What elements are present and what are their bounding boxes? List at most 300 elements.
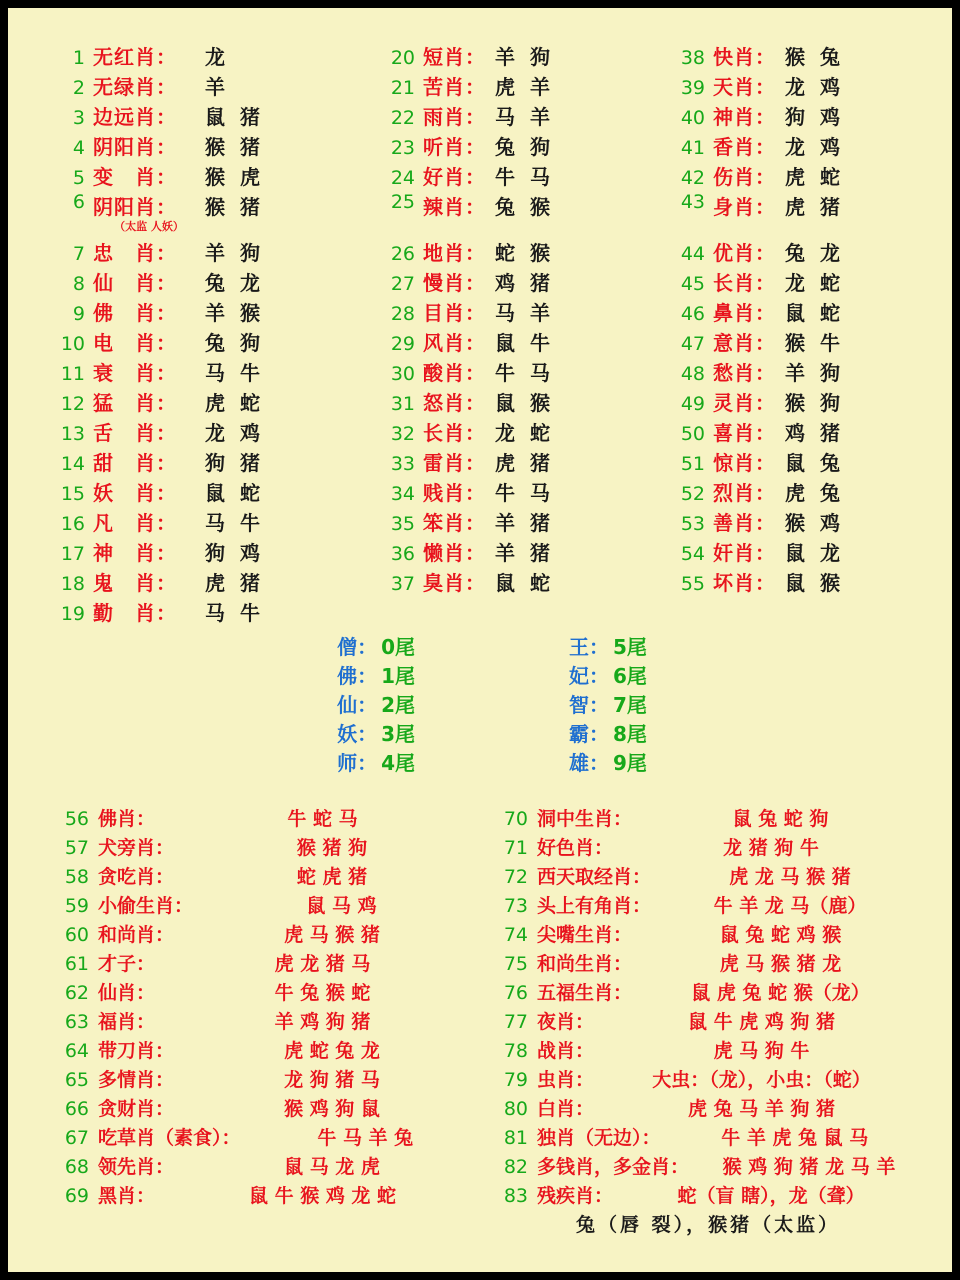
row-number: 22: [390, 107, 415, 129]
row-values: 龙: [205, 45, 229, 69]
tail-key: 王：: [569, 635, 609, 659]
row-label: 风肖：: [423, 331, 486, 355]
list-item: [51, 891, 490, 920]
list-item: [490, 978, 929, 1007]
list-item: [51, 804, 490, 833]
row-label: 带刀肖：: [98, 1040, 175, 1062]
row-values: 牛 羊 龙 马（鹿）: [713, 895, 867, 917]
tail-value: 5尾: [613, 635, 647, 659]
row-label: 和尚生肖：: [537, 953, 633, 975]
row-number: 48: [680, 363, 705, 385]
row-values: 羊 狗: [785, 361, 844, 385]
row-label: 长肖：: [423, 421, 486, 445]
row-values: 鼠 蛇: [205, 481, 264, 505]
row-number: 18: [60, 573, 85, 595]
row-number: 67: [64, 1127, 89, 1149]
row-values: 虎 蛇 兔 龙: [284, 1040, 380, 1062]
row-number: 20: [390, 47, 415, 69]
row-label: 雷肖：: [423, 451, 486, 475]
row-number: 52: [680, 483, 705, 505]
row-label: 臭肖：: [423, 571, 486, 595]
tail-key: 雄：: [569, 751, 609, 775]
row-values: 虎 马 猴 猪: [284, 924, 380, 946]
row-label: 阴阳肖：: [93, 195, 177, 219]
row-number: 51: [680, 453, 705, 475]
row-label: 猛 肖：: [93, 391, 177, 415]
row-number: 36: [390, 543, 415, 565]
tail-key: 佛：: [337, 664, 378, 688]
row-values: 兔 龙: [205, 271, 264, 295]
list-item: [51, 1007, 490, 1036]
list-item: [51, 978, 490, 1007]
category-row: [381, 267, 671, 297]
row-values: 羊 猪: [495, 541, 554, 565]
row-number: 3: [72, 107, 85, 129]
row-label: 贪财肖：: [98, 1098, 175, 1120]
row-values: 蛇 虎 猪: [296, 866, 368, 888]
row-number: 59: [64, 895, 89, 917]
row-number: 15: [60, 483, 85, 505]
list-item: [51, 1181, 490, 1210]
row-number: 1: [72, 47, 85, 69]
row-values: 鼠 猴: [495, 391, 554, 415]
category-row: [671, 101, 952, 131]
row-label: 辣肖：: [423, 195, 486, 219]
tail-value: 0尾: [381, 635, 415, 659]
row-label-group: [93, 191, 205, 234]
row-values: 鼠 蛇: [495, 571, 554, 595]
row-values: 虎 猪: [205, 571, 264, 595]
row-number: 10: [60, 333, 85, 355]
row-number: 23: [390, 137, 415, 159]
list-item: [51, 1094, 490, 1123]
row-values: 猴 鸡 狗 猪 龙 马 羊: [722, 1156, 896, 1178]
row-values: 牛 马: [495, 165, 554, 189]
list-item: [490, 862, 929, 891]
row-values: 狗 鸡: [785, 105, 844, 129]
category-row: [51, 477, 381, 507]
tail-value: 4尾: [381, 751, 415, 775]
tail-row: [313, 718, 415, 747]
list-item: [490, 891, 929, 920]
row-label: 伤肖：: [713, 165, 776, 189]
tail-row: [313, 747, 415, 776]
row-values: 马 牛: [205, 511, 264, 535]
row-number: 25: [390, 191, 415, 213]
row-number: 39: [680, 77, 705, 99]
row-label-note: （太监 人妖）: [114, 220, 184, 233]
row-number: 77: [503, 1011, 528, 1033]
row-number: 71: [503, 837, 528, 859]
category-row: [381, 387, 671, 417]
category-row: [671, 191, 952, 237]
row-label: 福肖：: [98, 1011, 156, 1033]
row-number: 55: [680, 573, 705, 595]
row-label: 苦肖：: [423, 75, 486, 99]
category-row: [671, 131, 952, 161]
row-number: 9: [72, 303, 85, 325]
category-row: [51, 237, 381, 267]
row-label: 勤 肖：: [93, 601, 177, 625]
row-label: 虫肖：: [537, 1069, 595, 1091]
row-number: 83: [503, 1185, 528, 1207]
row-number: 28: [390, 303, 415, 325]
row-number: 44: [680, 243, 705, 265]
list-item: [490, 920, 929, 949]
row-values: 马 羊: [495, 301, 554, 325]
extended-category-list: [11, 804, 949, 1239]
category-row: [671, 237, 952, 267]
list-item: [490, 1007, 929, 1036]
row-number: 24: [390, 167, 415, 189]
row-values: 鼠 兔: [785, 451, 844, 475]
row-values: 虎 猪: [495, 451, 554, 475]
row-values: 猴 虎: [205, 165, 264, 189]
category-row: [381, 41, 671, 71]
row-number: 12: [60, 393, 85, 415]
row-label: 坏肖：: [713, 571, 776, 595]
row-label: 意肖：: [713, 331, 776, 355]
row-values: 马 牛: [205, 361, 264, 385]
row-number: 80: [503, 1098, 528, 1120]
row-label: 白肖：: [537, 1098, 595, 1120]
row-values: 狗 猪: [205, 451, 264, 475]
row-values: 鼠 虎 兔 蛇 猴（龙）: [691, 982, 870, 1004]
row-label: 酸肖：: [423, 361, 486, 385]
row-number: 32: [390, 423, 415, 445]
tail-row: [313, 631, 415, 660]
row-label: 雨肖：: [423, 105, 486, 129]
row-label: 战肖：: [537, 1040, 595, 1062]
row-number: 11: [60, 363, 85, 385]
list-item: [51, 833, 490, 862]
poster-sheet: [8, 8, 952, 1272]
row-number: 68: [64, 1156, 89, 1178]
row-label: 领先肖：: [98, 1156, 175, 1178]
row-values: 鼠 龙: [785, 541, 844, 565]
row-label: 西天取经肖：: [537, 866, 652, 888]
row-label: 犬旁肖：: [98, 837, 175, 859]
category-row: [381, 71, 671, 101]
category-row: [51, 41, 381, 71]
category-row: [381, 237, 671, 267]
extended-column-left: [51, 804, 490, 1239]
row-number: 60: [64, 924, 89, 946]
row-label: 夜肖：: [537, 1011, 595, 1033]
list-item: [51, 949, 490, 978]
row-values: 蛇（盲 瞎），龙（聋）: [677, 1185, 865, 1207]
category-row: [51, 131, 381, 161]
category-row: [671, 297, 952, 327]
row-values: 猴 狗: [785, 391, 844, 415]
zodiac-category-grid: [11, 41, 949, 627]
row-label: 甜 肖：: [93, 451, 177, 475]
tail-key: 仙：: [337, 693, 378, 717]
row-label: 懒肖：: [423, 541, 486, 565]
category-row: [51, 357, 381, 387]
row-number: 79: [503, 1069, 528, 1091]
row-values: 龙 鸡: [205, 421, 264, 445]
row-label: 喜肖：: [713, 421, 776, 445]
category-row: [51, 567, 381, 597]
row-label: 残疾肖：: [537, 1185, 614, 1207]
row-values: 虎 兔: [785, 481, 844, 505]
tail-value: 1尾: [381, 664, 415, 688]
row-label: 才子：: [98, 953, 156, 975]
row-number: 74: [503, 924, 528, 946]
row-label: 愁肖：: [713, 361, 776, 385]
row-label: 优肖：: [713, 241, 776, 265]
row-label: 变 肖：: [93, 165, 177, 189]
row-number: 17: [60, 543, 85, 565]
list-item: [51, 1065, 490, 1094]
row-label: 妖 肖：: [93, 481, 177, 505]
category-row: [381, 417, 671, 447]
row-values: 牛 马 羊 兔: [317, 1127, 414, 1149]
category-row: [51, 297, 381, 327]
row-values: 鼠 马 龙 虎: [284, 1156, 380, 1178]
row-number: 14: [60, 453, 85, 475]
category-row: [51, 327, 381, 357]
row-values: 鼠 兔 蛇 狗: [732, 808, 829, 830]
row-label: 吃草肖（素食）：: [98, 1127, 241, 1149]
row-number: 4: [72, 137, 85, 159]
row-label: 凡 肖：: [93, 511, 177, 535]
tail-column-left: [313, 631, 415, 776]
row-label: 鬼 肖：: [93, 571, 177, 595]
tail-value: 9尾: [613, 751, 647, 775]
category-row: [671, 417, 952, 447]
list-item: [490, 1123, 929, 1152]
row-values: 鼠 猴: [785, 571, 844, 595]
row-number: 63: [64, 1011, 89, 1033]
list-item: [51, 862, 490, 891]
row-values: 虎 猪: [785, 195, 844, 219]
row-number: 56: [64, 808, 89, 830]
row-number: 5: [72, 167, 85, 189]
tail-mapping-section: [11, 631, 949, 776]
tail-value: 7尾: [613, 693, 647, 717]
category-row: [51, 71, 381, 101]
list-item: [490, 1065, 929, 1094]
row-values: 羊 狗: [495, 45, 554, 69]
row-label: 奸肖：: [713, 541, 776, 565]
row-values: 猴 牛: [785, 331, 844, 355]
row-label: 佛 肖：: [93, 301, 177, 325]
row-label: 五福生肖：: [537, 982, 633, 1004]
row-label: 阴阳肖：: [93, 135, 177, 159]
row-label: 尖嘴生肖：: [537, 924, 633, 946]
row-label: 地肖：: [423, 241, 486, 265]
row-label: 贱肖：: [423, 481, 486, 505]
row-values: 牛 羊 虎 兔 鼠 马: [721, 1127, 869, 1149]
row-values: 猴 猪: [205, 195, 264, 219]
row-number: 49: [680, 393, 705, 415]
category-row: [671, 357, 952, 387]
row-values: 虎 蛇: [205, 391, 264, 415]
list-item: [490, 1036, 929, 1065]
row-values: 羊 猪: [495, 511, 554, 535]
tail-value: 8尾: [613, 722, 647, 746]
list-item: [490, 949, 929, 978]
row-values: 猴 猪 狗: [296, 837, 368, 859]
row-values: 龙 猪 狗 牛: [723, 837, 819, 859]
category-row: [381, 477, 671, 507]
category-row: [671, 537, 952, 567]
row-label: 洞中生肖：: [537, 808, 633, 830]
row-label: 长肖：: [713, 271, 776, 295]
tail-row: [545, 747, 647, 776]
row-number: 13: [60, 423, 85, 445]
row-number: 53: [680, 513, 705, 535]
row-label: 身肖：: [713, 195, 776, 219]
tail-key: 师：: [337, 751, 378, 775]
row-label: 忠 肖：: [93, 241, 177, 265]
row-values: 鼠 牛 猴 鸡 龙 蛇: [248, 1185, 397, 1207]
row-values: 龙 蛇: [785, 271, 844, 295]
category-row: [51, 597, 381, 627]
row-values: 虎 马 狗 牛: [713, 1040, 810, 1062]
row-label: 黑肖：: [98, 1185, 156, 1207]
row-label: 香肖：: [713, 135, 776, 159]
row-values: 猴 鸡: [785, 511, 844, 535]
tail-row: [545, 660, 647, 689]
row-values: 鼠 牛 虎 鸡 狗 猪: [687, 1011, 836, 1033]
row-label: 目肖：: [423, 301, 486, 325]
row-number: 72: [503, 866, 528, 888]
row-number: 35: [390, 513, 415, 535]
row-number: 38: [680, 47, 705, 69]
row-values: 马 羊: [495, 105, 554, 129]
category-row: [51, 267, 381, 297]
category-row: [671, 477, 952, 507]
row-label: 衰 肖：: [93, 361, 177, 385]
category-row: [381, 101, 671, 131]
row-number: 41: [680, 137, 705, 159]
row-number: 7: [72, 243, 85, 265]
category-column-3: [671, 41, 952, 627]
category-row: [381, 507, 671, 537]
row-number: 34: [390, 483, 415, 505]
list-item: [51, 1036, 490, 1065]
row-label: 听肖：: [423, 135, 486, 159]
list-item: [51, 1152, 490, 1181]
row-label: 仙肖：: [98, 982, 156, 1004]
category-row: [381, 567, 671, 597]
row-number: 27: [390, 273, 415, 295]
row-values: 龙 蛇: [495, 421, 554, 445]
category-row: [51, 537, 381, 567]
row-values: 大虫：（龙），小虫：（蛇）: [652, 1069, 871, 1091]
row-label: 仙 肖：: [93, 271, 177, 295]
row-label: 和尚肖：: [98, 924, 175, 946]
row-number: 54: [680, 543, 705, 565]
row-number: 6: [72, 191, 85, 213]
category-row: [51, 507, 381, 537]
row-number: 61: [64, 953, 89, 975]
row-values: 鼠 兔 蛇 鸡 猴: [719, 924, 842, 946]
list-item: [490, 1152, 929, 1181]
row-label: 好色肖：: [537, 837, 614, 859]
list-item: [490, 833, 929, 862]
row-label: 烈肖：: [713, 481, 776, 505]
category-row: [671, 327, 952, 357]
row-label: 无红肖：: [93, 45, 177, 69]
tail-value: 2尾: [381, 693, 415, 717]
row-values: 羊 猴: [205, 301, 264, 325]
row-values: 虎 蛇: [785, 165, 844, 189]
row-values: 牛 马: [495, 481, 554, 505]
category-row: [381, 297, 671, 327]
row-number: 8: [72, 273, 85, 295]
row-label: 鼻肖：: [713, 301, 776, 325]
row-values: 羊 狗: [205, 241, 264, 265]
row-number: 47: [680, 333, 705, 355]
tail-key: 妖：: [337, 722, 378, 746]
row-values: 鸡 猪: [495, 271, 554, 295]
row-label: 电 肖：: [93, 331, 177, 355]
row-label: 无绿肖：: [93, 75, 177, 99]
row-number: 2: [72, 77, 85, 99]
row-number: 78: [503, 1040, 528, 1062]
row-values: 马 牛: [205, 601, 264, 625]
row-values: 龙 狗 猪 马: [284, 1069, 380, 1091]
row-values-continued: 兔（唇 裂），猴猪（太监）: [576, 1214, 841, 1236]
row-number: 21: [390, 77, 415, 99]
tail-row: [313, 660, 415, 689]
row-label: 多情肖：: [98, 1069, 175, 1091]
row-number: 65: [64, 1069, 89, 1091]
tail-row: [545, 689, 647, 718]
category-row: [381, 447, 671, 477]
row-values: 猴 猪: [205, 135, 264, 159]
row-label: 善肖：: [713, 511, 776, 535]
row-values: 鼠 牛: [495, 331, 554, 355]
row-label: 怒肖：: [423, 391, 486, 415]
category-row: [51, 447, 381, 477]
row-values: 兔 猴: [495, 195, 554, 219]
list-item-continuation: [490, 1210, 929, 1239]
row-values: 鼠 猪: [205, 105, 264, 129]
row-values: 鼠 蛇: [785, 301, 844, 325]
category-row: [671, 507, 952, 537]
category-row: [381, 357, 671, 387]
tail-column-right: [545, 631, 647, 776]
row-number: 73: [503, 895, 528, 917]
row-label: 多钱肖，多金肖：: [537, 1156, 690, 1178]
row-values: 牛 兔 猴 蛇: [274, 982, 371, 1004]
row-label: 神 肖：: [93, 541, 177, 565]
list-item: [490, 1094, 929, 1123]
row-number: 37: [390, 573, 415, 595]
row-number: 26: [390, 243, 415, 265]
category-row: [51, 191, 381, 237]
row-values: 狗 鸡: [205, 541, 264, 565]
category-row: [381, 537, 671, 567]
row-values: 鸡 猪: [785, 421, 844, 445]
row-values: 虎 马 猴 猪 龙: [719, 953, 842, 975]
row-label: 惊肖：: [713, 451, 776, 475]
category-row: [671, 161, 952, 191]
tail-key: 霸：: [569, 722, 609, 746]
category-row: [671, 387, 952, 417]
row-values: 猴 鸡 狗 鼠: [284, 1098, 380, 1120]
row-number: 42: [680, 167, 705, 189]
row-values: 羊 鸡 狗 猪: [274, 1011, 371, 1033]
tail-key: 僧：: [337, 635, 378, 659]
row-number: 70: [503, 808, 528, 830]
row-number: 31: [390, 393, 415, 415]
